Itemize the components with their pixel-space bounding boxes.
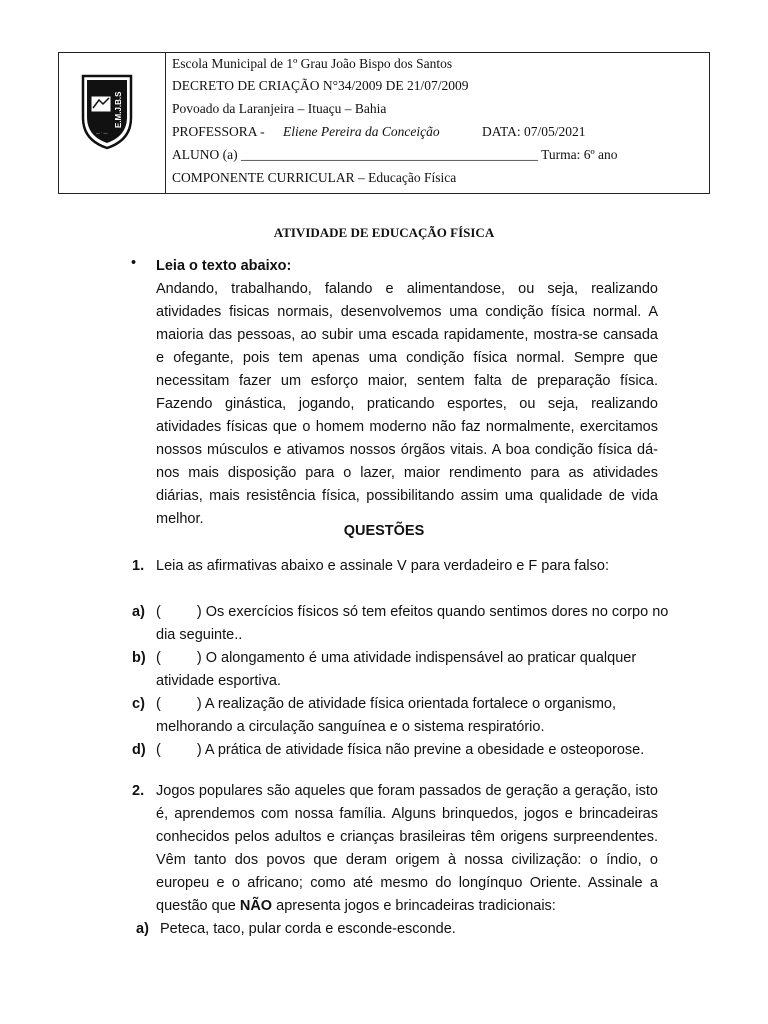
option-a-text: Peteca, taco, pular corda e esconde-esconde.	[160, 921, 456, 937]
item-b-cont: atividade esportiva.	[156, 673, 281, 689]
item-a-cont: dia seguinte..	[156, 627, 243, 643]
header-divider	[165, 53, 166, 193]
location-line: Povoado da Laranjeira – Ituaçu – Bahia	[172, 101, 387, 116]
item-d-close-paren: )	[196, 742, 202, 758]
question-2-text-after: apresenta jogos e brincadeiras tradicionais:	[276, 898, 556, 914]
item-d-letter: d)	[132, 742, 146, 758]
item-b-open-paren: (	[156, 650, 161, 666]
question-2-text-before: Jogos populares são aqueles que foram passados de geração a geração, isto é, aprendemos com nossa família. Alguns brinquedos, jogos e brincadeiras conhecidos pelos adultos e crianças brasileiras têm origens surpreendentes. Vêm tanto dos povos que deram origem à nossa civilização: o índio, o europeu e o africano; como até mesmo do longínquo Oriente. Assinale a questão que	[156, 783, 658, 914]
question-1-number: 1.	[132, 558, 145, 574]
item-d-open-paren: (	[156, 742, 161, 758]
question-2-number: 2.	[132, 783, 145, 799]
decree-line: DECRETO DE CRIAÇÃO N°34/2009 DE 21/07/2009	[172, 78, 469, 93]
reading-text: Andando, trabalhando, falando e alimentandose, ou seja, realizando atividades fisicas normais, desenvolvemos uma condição física normal. A maioria das pessoas, ao subir uma escada rapidamente, mostra-se cansada e ofegante, pois tem apenas uma condição física normal. Sempre que necessitam fazer um esforço maior, sentem falta de preparação física. Fazendo ginástica, jogando, praticando esportes, ou seja, realizando atividades físicas que o homem moderno não faz normalmente, exercitamos nossos músculos e ativamos nossos órgãos vitais. A boa condição física dá-nos mais disposição para o lazer, maior rendimento para as atividades diárias, mais resistência física, possibilitando assim uma qualidade de vida melhor.	[156, 281, 658, 527]
item-a-open-paren: (	[156, 604, 161, 620]
teacher-name: Eliene Pereira da Conceição	[283, 124, 440, 139]
date-line: DATA: 07/05/2021	[482, 124, 586, 139]
item-a-close-paren: )	[196, 604, 202, 620]
item-a	[156, 601, 668, 624]
question-1-text: Leia as afirmativas abaixo e assinale V para verdadeiro e F para falso:	[156, 558, 609, 574]
item-c-cont: melhorando a circulação sanguínea e o sistema respiratório.	[156, 719, 545, 735]
svg-text:E.M.J.B.S: E.M.J.B.S	[114, 91, 123, 128]
item-c-close-paren: )	[196, 696, 202, 712]
lead-title: Leia o texto abaixo:	[156, 258, 292, 274]
item-c-open-paren: (	[156, 696, 161, 712]
question-2-text	[156, 780, 658, 918]
questions-title: QUESTÕES	[343, 523, 425, 539]
item-c	[156, 693, 616, 716]
question-2-emphasis: NÃO	[239, 898, 273, 914]
item-c-letter: c)	[132, 696, 145, 712]
school-logo	[79, 70, 135, 150]
item-b	[156, 647, 636, 670]
subject-line: COMPONENTE CURRICULAR – Educação Física	[172, 170, 457, 185]
item-a-letter: a)	[132, 604, 145, 620]
item-d-text: A prática de atividade física não previne a obesidade e osteoporose.	[204, 742, 645, 758]
activity-title: ATIVIDADE DE EDUCAÇÃO FÍSICA	[273, 225, 495, 240]
teacher-label: PROFESSORA -	[172, 124, 265, 139]
item-a-text: Os exercícios físicos só tem efeitos quando sentimos dores no corpo no	[205, 604, 669, 620]
item-b-close-paren: )	[196, 650, 202, 666]
option-a-letter: a)	[136, 921, 149, 937]
school-name: Escola Municipal de 1º Grau João Bispo dos Santos	[172, 56, 453, 71]
item-d	[156, 739, 644, 762]
item-b-letter: b)	[132, 650, 146, 666]
bullet-icon: •	[131, 255, 137, 271]
svg-text:— · —: — · —	[96, 130, 108, 135]
student-line: ALUNO (a) ____________________________________________ Turma: 6º ano	[172, 147, 618, 162]
item-c-text: A realização de atividade física orientada fortalece o organismo,	[204, 696, 616, 712]
item-b-text: O alongamento é uma atividade indispensável ao praticar qualquer	[205, 650, 637, 666]
